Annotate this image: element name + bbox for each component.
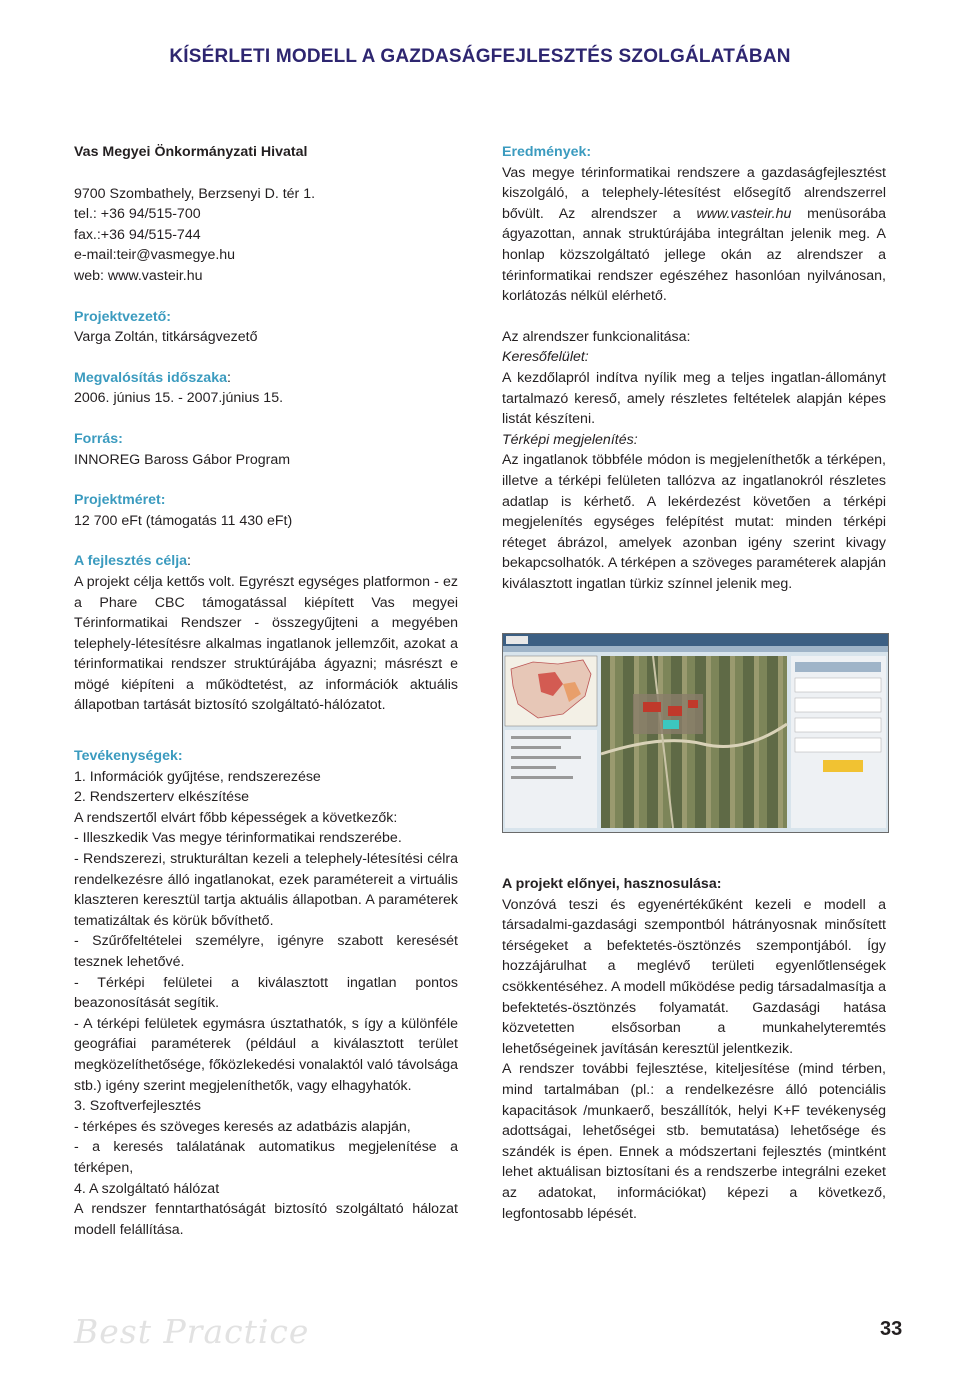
activity-item: A rendszer fenntarthatóságát biztosító szolgáltató hálozat modell felállítása.: [74, 1201, 458, 1238]
period-label: Megvalósítás időszaka: [74, 369, 227, 386]
period-heading: [74, 368, 458, 389]
page-number: 33: [880, 1318, 903, 1340]
results-label: Eredmények:: [502, 144, 592, 160]
contact-email: e-mail:teir@vasmegye.hu: [74, 247, 236, 264]
activity-item: - A térképi felületek egymásra úsztathatók, s így a különféle geográfiai paraméterek (például a kiválasztott terület megközelíthetősége, főközlekedési vonalaktól való távolsága stb.) igény szerint megjeleníthetők, vagy elhagyhatók.: [74, 1015, 458, 1094]
functionality-intro: Az alrendszer funkcionalitása:: [502, 328, 691, 345]
activity-item: - a keresés találatának automatikus megjelenítése a térképen,: [74, 1139, 458, 1176]
page-title: KÍSÉRLETI MODELL A GAZDASÁGFEJLESZTÉS SZOLGÁLATÁBAN: [169, 46, 791, 67]
activity-item: A rendszertől elvárt főbb képességek a következők:: [74, 809, 398, 826]
goal-colon: :: [187, 553, 191, 570]
activity-item: - térképes és szöveges keresés az adatbázis alapján,: [74, 1118, 411, 1135]
results-text-b: menüsorába ágyazottan, annak struktúrájába integráltan jelenik meg. A honlap közszolgáltató jellege okán az alrendszer a térinformatikai rendszer egészéhez hasonlóan nyilvánosan, korlátozás nélkül elérhető.: [502, 205, 886, 305]
results-link[interactable]: www.vasteir.hu: [696, 205, 792, 222]
benefits-label: A projekt előnyei, hasznosulása:: [502, 876, 722, 892]
goal-text: A projekt célja kettős volt. Egyrészt egységes platformon - ez a Phare CBC támogatással kiépített Vas megyei Térinformatikai Rendszer - összegyűjteni a megyében telephely-létesítésre alkalmas ingatlanok jellemzőit, azokat a térinformatikai rendszer struktúrájába ágyazni; másrészt e mögé kiépíteni a működtetést, az információk aktuális állapotban tartását biztosító szolgáltató-hálózatot.: [74, 573, 458, 714]
activity-item: 3. Szoftverfejlesztés: [74, 1098, 201, 1115]
contact-fax: fax.:+36 94/515-744: [74, 226, 201, 243]
results-text-a: Vas megye térinformatikai rendszere a gazdaságfejlesztést kiszolgáló, a telephely-létesítést elősegítő alrendszerrel bővült. Az alrendszer a: [502, 164, 886, 222]
map-text: Az ingatlanok többféle módon is megjeleníthetők a térképen, illetve a térképi felületen tallózva az ingatlanokról részletes adatlap is kérhető. A lekérdezést követően a térképi megjelenítés egységes felépítést mutat: minden térképi réteget ábrázol, amelyek azonban igény szerint kivagy bekapcsolhatók. A térképen a szöveges paraméterek alapján kiválasztott ingatlan türkiz színnel jelenik meg.: [502, 452, 886, 592]
goal-heading: [74, 551, 458, 572]
source-value: INNOREG Baross Gábor Program: [74, 451, 291, 468]
activity-item: 4. A szolgáltató hálózat: [74, 1180, 220, 1197]
map-screenshot: [502, 633, 889, 833]
period-colon: :: [226, 369, 231, 386]
goal-label: A fejlesztés célja: [74, 553, 188, 570]
activity-item: - Rendszerezi, strukturáltan kezeli a telephely-létesítési célra rendelkezésre álló ingatlanokat, ezek paramétereit a virtuális klaszteren keresztül tartja aktuális állapotban. A paraméterek tematizáltak és körük bővíthető.: [74, 851, 458, 929]
contact-web: web: www.vasteir.hu: [74, 267, 203, 284]
search-label: Keresőfelület:: [502, 349, 589, 366]
left-column: [74, 142, 458, 1240]
organization-name: Vas Megyei Önkormányzati Hivatal: [74, 144, 308, 160]
results-text: [502, 163, 886, 307]
activity-item: 2. Rendszerterv elkészítése: [74, 789, 250, 806]
map-illustration: [503, 634, 888, 832]
size-value: 12 700 eFt (támogatás 11 430 eFt): [74, 512, 293, 529]
search-text: A kezdőlapról indítva nyílik meg a teljes ingatlan-állományt tartalmazó kereső, amely részletes feltételek alapján képes listát készíteni.: [502, 369, 886, 428]
benefits-paragraph-1: Vonzóvá teszi és egyenértékűként kezeli e modell a társadalmi-gazdasági szempontból hátrányosnak minősített térségeket a befektetés-ösztönzés szempontjából. Így hozzájárulhat a meglévő területi egyenlőtlenségek csökkentéséhez. A modell működése pedig társadalmasítja a befektetés-ösztönzés folyamatát. Gazdasági hatása közvetetten elsősorban a munkahelyteremtés lehetőségeinek javításán keresztül jelentkezik.: [502, 896, 886, 1057]
activity-item: 1. Információk gyűjtése, rendszerezése: [74, 768, 321, 785]
source-label: Forrás:: [74, 430, 123, 447]
leader-value: Varga Zoltán, titkárságvezető: [74, 329, 258, 346]
contact-phone: tel.: +36 94/515-700: [74, 206, 201, 223]
best-practice-logo: Best Practice: [74, 1312, 310, 1351]
contact-address: 9700 Szombathely, Berzsenyi D. tér 1.: [74, 185, 316, 202]
benefits-paragraph-2: A rendszer további fejlesztése, kiteljesítése (mind térben, mind tartalmában (pl.: a rendelkezésre álló potenciális kapacitások /munkaerő, beszállítók, helyi K+F tevékenység adottságai, lehetőségei stb. bemutatása) lehetősége és szándék is épen. Ennek a módszertani fejlesztés (mintként lehet aktuálisan biztosítani és a rendszerbe integrálni ezeket az adatokat, információkat) képezi a következő, legfontosabb lépését.: [502, 1061, 886, 1222]
activity-item: - Illeszkedik Vas megye térinformatikai rendszerébe.: [74, 830, 402, 847]
activities-label: Tevékenységek:: [74, 748, 183, 765]
activity-item: - Szűrőfeltételei személyre, igényre szabott keresését tesznek lehetővé.: [74, 933, 458, 970]
benefits-section: [502, 874, 886, 1224]
size-label: Projektméret:: [74, 492, 166, 509]
period-value: 2006. június 15. - 2007.június 15.: [74, 390, 284, 407]
map-label: Térképi megjelenítés:: [502, 431, 638, 448]
leader-label: Projektvezető:: [74, 308, 171, 325]
right-column: [502, 142, 886, 594]
activity-item: - Térképi felületei a kiválasztott ingatlan pontos beazonosítását segítik.: [74, 974, 458, 1012]
